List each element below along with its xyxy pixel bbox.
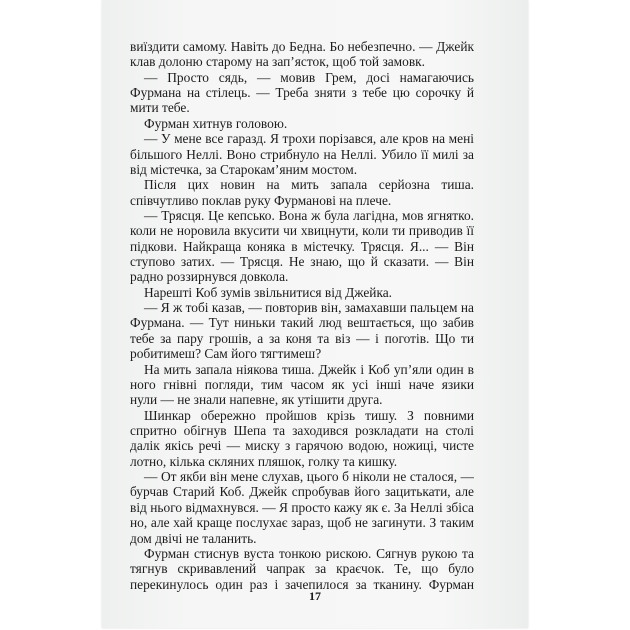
text-line: спритно обігнув Шепа та заходився розкладати на столі <box>130 422 474 438</box>
text-line: радно роззирнувся довкола. <box>130 269 289 285</box>
text-line: бурчав Старий Коб. Джейк спробував його зацитькати, але <box>130 484 474 500</box>
text-line: дом двічі не таланить. <box>130 530 257 546</box>
text-line: мити тебе. <box>130 100 190 116</box>
text-line: виїздити самому. Навіть до Бедна. Бо небезпечно. — Джейк <box>130 39 474 54</box>
text-line: співчутливо поклав руку Фурманові на плече. <box>130 192 392 208</box>
text-line: Нарешті Коб зумів звільнитися від Джейка. <box>144 284 393 300</box>
text-line: перекинулось один раз і зачепилося за тканину. Фурман <box>130 576 474 592</box>
text-line: лотно, кілька скляних пляшок, голку та кишку. <box>130 453 398 469</box>
text-line: Шинкар обережно пройшов крізь тишу. З повними <box>144 407 474 423</box>
text-line: — Трясця. Це кепсько. Вона ж була лагідна, мов ягнятко. <box>144 207 474 223</box>
text-line: більшого Неллі. Воно стрибнуло на Неллі. Убило її милі за <box>130 146 474 162</box>
text-line: клав долоню старому на зап’ясток, щоб той замовк. <box>130 54 426 70</box>
text-line: від містечка, за Старокам’яним мостом. <box>130 161 358 177</box>
text-line: Після цих новин на мить запала серйозна тиша. <box>144 177 474 193</box>
text-line: від нього відмахнувся. — Я просто кажу як є. За Неллі збіса <box>130 499 474 515</box>
text-line: но, але хай краще послухає зараз, щоб не загинути. З таким <box>130 515 474 531</box>
text-line: Фурмана. — Тут ниньки такий люд вештається, що забив <box>130 315 474 331</box>
text-line: тебе за пару грошів, а за коня та віз — і поготів. Що ти <box>130 330 474 346</box>
text-line: Фурман хитнув головою. <box>144 115 288 131</box>
text-line: ступово затих. — Трясця. Не знаю, що й сказати. — Він <box>130 254 474 270</box>
text-line: — Просто сядь, — мовив Грем, досі намагаючись <box>144 69 474 85</box>
text-line: На мить запала ніякова тиша. Джейк і Коб уп’яли один в <box>144 361 474 377</box>
text-line: коли не норовила вкусити чи хвицнути, коли ти приводив її <box>130 223 474 239</box>
text-line: далік якісь речі — миску з гарячою водою, ножиці, чисте <box>130 438 474 454</box>
text-line: — У мене все гаразд. Я трохи порізався, але кров на мені <box>144 131 474 147</box>
body-text <box>130 39 474 592</box>
book-page <box>102 0 528 628</box>
text-line: робитимеш? Сам його тягтимеш? <box>130 346 322 362</box>
text-line: — Я ж тобі казав, — повторив він, замахавши пальцем на <box>144 300 474 316</box>
text-line: Фурман стиснув вуста тонкою рискою. Сягнув рукою та <box>144 545 474 561</box>
text-line: — От якби він мене слухав, цього б ніколи не сталося, — <box>144 469 474 485</box>
text-line: ного гнівні погляди, тим часом як усі інші наче язики <box>130 376 474 392</box>
text-line: підкови. Найкраща коняка в містечку. Трясця. Я... — Він <box>130 238 474 254</box>
page-number: 17 <box>309 589 321 603</box>
text-line: тягнув скривавлений чапрак за краєчок. Те, що було <box>130 561 474 577</box>
text-line: Фурмана на стілець. — Треба зняти з тебе цю сорочку й <box>130 85 474 101</box>
text-line: нули — не знали напевне, як утішити друга. <box>130 392 383 408</box>
